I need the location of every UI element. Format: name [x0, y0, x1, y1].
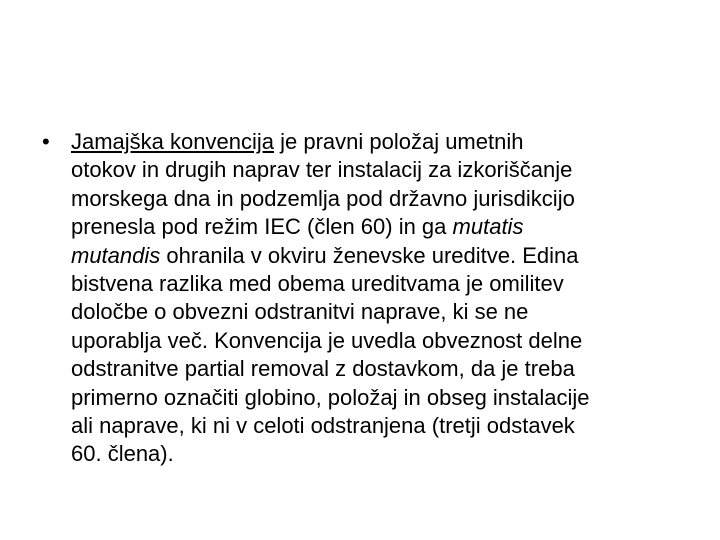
italic-term: mutandis [71, 242, 161, 268]
text-line: odstranitve partial removal z dostavkom, da je treba [71, 356, 575, 382]
text-line [71, 213, 692, 241]
bullet-item [42, 128, 692, 469]
convention-link[interactable]: Jamajška konvencija [71, 129, 274, 154]
text-line [71, 128, 692, 156]
text-line: uporablja več. Konvencija je uvedla obveznost delne [71, 327, 583, 353]
text-line [71, 242, 692, 270]
text-segment: je pravni položaj umetnih [273, 129, 524, 154]
text-segment: ohranila v okviru ženevske ureditve. Edina [160, 242, 579, 268]
text-line: otokov in drugih naprav ter instalacij za izkoriščanje [71, 157, 573, 183]
text-segment: prenesla pod režim IEC (člen 60) in ga [71, 214, 453, 240]
text-line: primerno označiti globino, položaj in obseg instalacije [71, 384, 590, 410]
text-line: določbe o obvezni odstranitvi naprave, ki se ne [71, 299, 529, 325]
bullet-list [42, 128, 692, 469]
text-line: ali naprave, ki ni v celoti odstranjena (tretji odstavek [71, 413, 575, 439]
italic-term: mutatis [452, 214, 524, 240]
text-line: bistvena razlika med obema ureditvama je omilitev [71, 271, 564, 297]
text-line: 60. člena). [71, 441, 174, 467]
text-line: morskega dna in podzemlja pod državno jurisdikcijo [71, 185, 575, 211]
bullet-icon: • [42, 129, 50, 154]
